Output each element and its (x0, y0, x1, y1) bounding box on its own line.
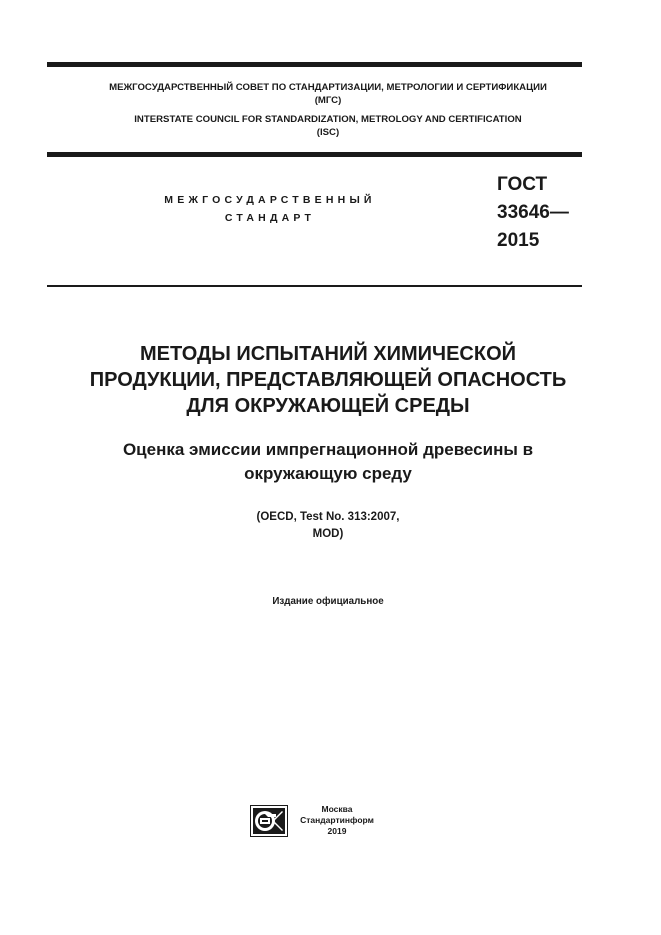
standard-kind-line2: СТАНДАРТ (224, 212, 316, 224)
publisher-city: Москва (321, 804, 353, 814)
reference-line1: (OECD, Test No. 313:2007, (256, 511, 400, 523)
publisher-name: Стандартинформ (300, 815, 374, 825)
title-line3: ДЛЯ ОКРУЖАЮЩЕЙ СРЕДЫ (186, 395, 470, 417)
council-ru-abbr: (МГС) (314, 95, 342, 106)
subtitle-line2: окружающую среду (244, 464, 412, 483)
title-line2: ПРОДУКЦИИ, ПРЕДСТАВЛЯЮЩЕЙ ОПАСНОСТЬ (89, 369, 567, 391)
council-ru-line1: МЕЖГОСУДАРСТВЕННЫЙ СОВЕТ ПО СТАНДАРТИЗАЦИИ, МЕТРОЛОГИИ И СЕРТИФИКАЦИИ (109, 82, 547, 93)
council-en-abbr: (ISC) (316, 127, 340, 138)
designation-year: 2015 (497, 230, 540, 251)
bottom-rule (47, 285, 582, 287)
title-line1: МЕТОДЫ ИСПЫТАНИЙ ХИМИЧЕСКОЙ (139, 343, 517, 365)
middle-rule (47, 152, 582, 157)
subtitle-line1: Оценка эмиссии импрегнационной древесины в (122, 440, 534, 459)
council-name-ru (47, 81, 609, 107)
standard-kind (130, 191, 410, 227)
publisher-imprint (297, 804, 377, 837)
publisher-year: 2019 (327, 826, 347, 836)
document-title (47, 341, 609, 419)
designation-prefix: ГОСТ (497, 174, 548, 195)
council-name-en (47, 113, 609, 139)
standartinform-logo-icon (250, 805, 288, 837)
council-en-line1: INTERSTATE COUNCIL FOR STANDARDIZATION, METROLOGY AND CERTIFICATION (134, 114, 522, 125)
top-rule (47, 62, 582, 67)
source-reference (47, 509, 609, 543)
edition-label: Издание официальное (272, 596, 384, 607)
document-subtitle (47, 438, 609, 486)
reference-line2: MOD) (312, 528, 344, 540)
standard-designation (497, 171, 569, 255)
designation-number: 33646— (497, 202, 569, 223)
standard-kind-line1: МЕЖГОСУДАРСТВЕННЫЙ (164, 194, 376, 206)
